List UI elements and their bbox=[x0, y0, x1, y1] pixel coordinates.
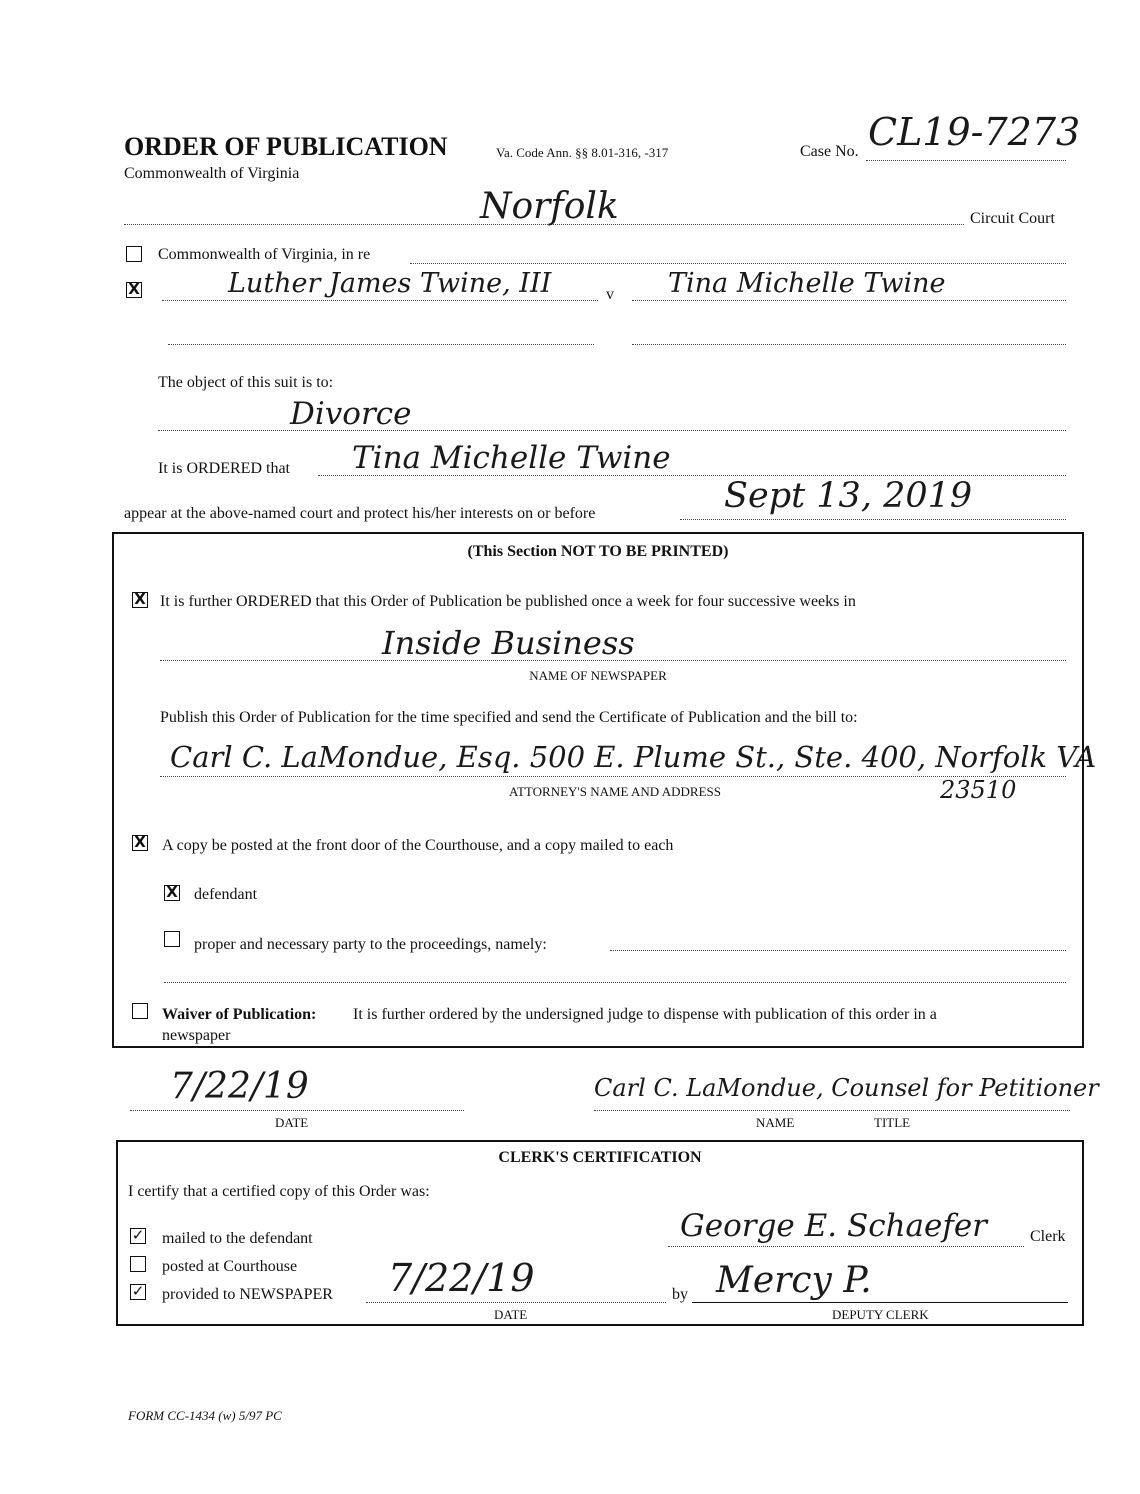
ordered-value[interactable]: Tina Michelle Twine bbox=[352, 440, 671, 476]
appear-line bbox=[680, 519, 1066, 520]
waiver-continuation: newspaper bbox=[162, 1027, 231, 1044]
clerk-date-value[interactable]: 7/22/19 bbox=[388, 1256, 535, 1300]
publish-text: It is further ORDERED that this Order of Publication be published once a week for four successive weeks in bbox=[160, 593, 856, 610]
waiver-text: It is further ordered by the undersigned judge to dispense with publication of this order in a bbox=[353, 1006, 937, 1023]
plaintiff-line-2 bbox=[168, 344, 594, 345]
waiver-label: Waiver of Publication: bbox=[162, 1006, 317, 1023]
attorney-value[interactable]: Carl C. LaMondue, Esq. 500 E. Plume St., Ste. 400, Norfolk VA bbox=[170, 740, 1097, 774]
proper-party-line bbox=[610, 950, 1066, 951]
defendant-checkbox[interactable]: X bbox=[164, 885, 180, 901]
clerk-date-caption: DATE bbox=[494, 1307, 528, 1322]
provided-text: provided to NEWSPAPER bbox=[162, 1286, 333, 1303]
clerk-label: Clerk bbox=[1030, 1228, 1066, 1245]
code-reference: Va. Code Ann. §§ 8.01-316, -317 bbox=[496, 145, 669, 160]
form-number: FORM CC-1434 (w) 5/97 PC bbox=[128, 1408, 282, 1423]
attorney-line bbox=[160, 776, 1066, 777]
clerk-name-value[interactable]: George E. Schaefer bbox=[680, 1208, 988, 1244]
deputy-clerk-caption: DEPUTY CLERK bbox=[832, 1307, 929, 1322]
newspaper-value[interactable]: Inside Business bbox=[382, 624, 635, 662]
signature-date-line bbox=[130, 1110, 464, 1111]
proper-party-checkbox[interactable] bbox=[164, 931, 180, 947]
commonwealth-label: Commonwealth of Virginia, in re bbox=[158, 246, 371, 263]
ordered-label: It is ORDERED that bbox=[158, 460, 290, 477]
signature-title-caption: TITLE bbox=[874, 1115, 911, 1130]
commonwealth-checkbox[interactable] bbox=[126, 246, 142, 262]
mailed-checkbox[interactable]: ✓ bbox=[131, 1226, 145, 1244]
signature-name-caption: NAME bbox=[756, 1115, 795, 1130]
court-name-value[interactable]: Norfolk bbox=[480, 186, 619, 227]
object-label: The object of this suit is to: bbox=[158, 374, 334, 391]
proper-party-text: proper and necessary party to the proceedings, namely: bbox=[194, 936, 547, 953]
appear-date-value[interactable]: Sept 13, 2019 bbox=[724, 476, 973, 516]
proper-party-line-2 bbox=[164, 982, 1066, 983]
by-label: by bbox=[672, 1286, 688, 1303]
deputy-clerk-line bbox=[692, 1302, 1068, 1303]
object-value[interactable]: Divorce bbox=[290, 396, 412, 432]
form-subtitle: Commonwealth of Virginia bbox=[124, 165, 300, 182]
case-number-label: Case No. bbox=[800, 143, 859, 160]
case-number-line bbox=[866, 160, 1066, 161]
provided-checkbox[interactable]: ✓ bbox=[131, 1282, 145, 1300]
send-text: Publish this Order of Publication for the time specified and send the Certificate of Publication and the bill to: bbox=[160, 709, 858, 726]
defendant-line-2 bbox=[632, 344, 1066, 345]
waiver-text-clip bbox=[162, 1027, 562, 1044]
commonwealth-line bbox=[410, 263, 1066, 264]
clerk-date-line bbox=[366, 1302, 666, 1303]
posted-courthouse-text: posted at Courthouse bbox=[162, 1258, 298, 1275]
posted-text: A copy be posted at the front door of the Courthouse, and a copy mailed to each bbox=[162, 837, 674, 854]
posted-checkbox[interactable]: X bbox=[132, 835, 148, 851]
signature-name-value[interactable]: Carl C. LaMondue, Counsel for Petitioner bbox=[594, 1074, 1099, 1102]
posted-courthouse-checkbox[interactable] bbox=[130, 1256, 146, 1272]
newspaper-caption: NAME OF NEWSPAPER bbox=[529, 668, 667, 683]
publish-checkbox[interactable]: X bbox=[132, 592, 148, 608]
plaintiff-line bbox=[162, 300, 598, 301]
clerk-name-line bbox=[668, 1246, 1024, 1247]
signature-date-caption: DATE bbox=[275, 1115, 309, 1130]
defendant-text: defendant bbox=[194, 886, 258, 903]
signature-name-line bbox=[594, 1110, 1070, 1111]
plaintiff-value[interactable]: Luther James Twine, III bbox=[228, 268, 552, 299]
mailed-text: mailed to the defendant bbox=[162, 1230, 313, 1247]
certify-text: I certify that a certified copy of this Order was: bbox=[128, 1183, 430, 1200]
waiver-checkbox[interactable] bbox=[132, 1003, 148, 1019]
defendant-line bbox=[632, 300, 1066, 301]
circuit-court-label: Circuit Court bbox=[970, 210, 1055, 227]
versus-label: v bbox=[606, 286, 614, 303]
clerk-heading: CLERK'S CERTIFICATION bbox=[498, 1149, 702, 1166]
defendant-value[interactable]: Tina Michelle Twine bbox=[668, 268, 946, 299]
attorney-zip[interactable]: 23510 bbox=[940, 776, 1017, 804]
attorney-caption: ATTORNEY'S NAME AND ADDRESS bbox=[509, 784, 721, 799]
section-heading: (This Section NOT TO BE PRINTED) bbox=[467, 543, 729, 560]
deputy-clerk-signature[interactable]: Mercy P. bbox=[716, 1260, 872, 1301]
appear-label: appear at the above-named court and protect his/her interests on or before bbox=[124, 505, 596, 522]
parties-checkbox[interactable]: X bbox=[126, 282, 142, 298]
signature-date-value[interactable]: 7/22/19 bbox=[170, 1066, 309, 1107]
case-number-value[interactable]: CL19-7273 bbox=[868, 110, 1081, 154]
form-title: ORDER OF PUBLICATION bbox=[124, 132, 448, 161]
